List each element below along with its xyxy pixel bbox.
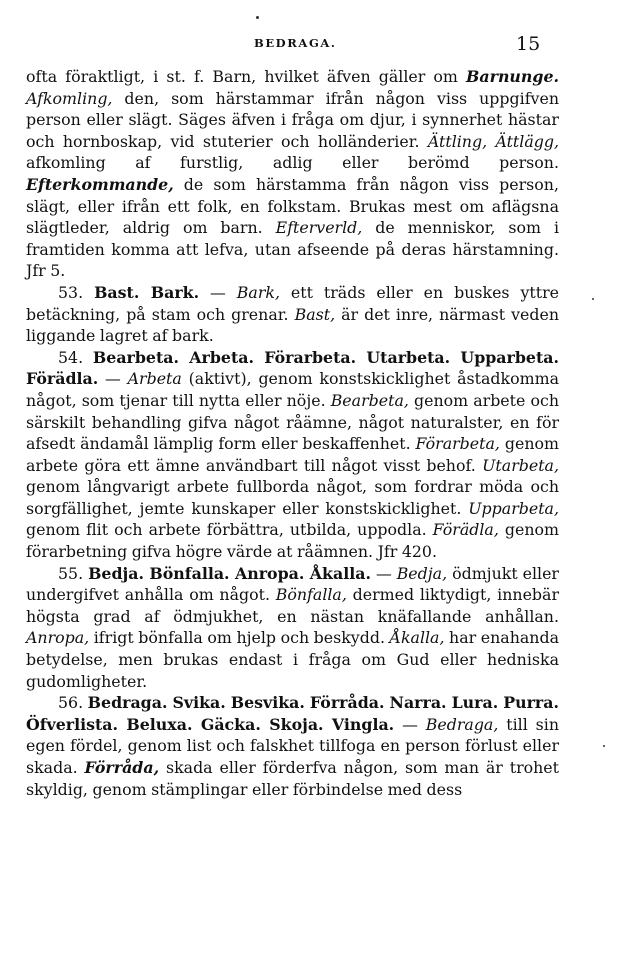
text-run: de menniskor, som i framtiden komma att lefva, utan afseende på deras härstamning. Jfr 5. bbox=[26, 218, 560, 281]
text-run: genom långvarigt arbete fullborda något, som fordrar möda och sorgfällighet, jemte kunskaper eller konstskicklighet. bbox=[26, 477, 559, 518]
emphasis-run: Utarbeta, bbox=[482, 455, 559, 475]
text-run: — bbox=[370, 563, 397, 583]
text-run: 54. bbox=[58, 347, 93, 367]
print-speck bbox=[603, 745, 605, 747]
emphasis-run: Bedraga, bbox=[425, 714, 499, 734]
page-number: 15 bbox=[516, 33, 541, 55]
emphasis-run: Barnunge. bbox=[466, 67, 559, 86]
text-run: ifrigt bönfalla om hjelp och beskydd. bbox=[89, 628, 390, 648]
text-run: — bbox=[199, 282, 237, 302]
text-run: den, som härstammar ifrån någon viss uppgifven person eller slägt. Säges äfven i fråga om djur, i synnerhet hästar och hornboskap, vid stuterier och holländerier. bbox=[26, 88, 559, 151]
text-run: 55. bbox=[58, 563, 89, 583]
emphasis-run: Upparbeta, bbox=[468, 498, 559, 518]
text-run: skada eller förderfva någon, som man är trohet skyldig, genom stämplingar eller förbindelse med dess bbox=[26, 758, 560, 799]
emphasis-run: Bearbeta, bbox=[330, 390, 409, 410]
emphasis-run: Förråda, bbox=[84, 758, 160, 777]
text-run: (aktivt), genom konstskicklighet åstadkomma något, som tjenar till nytta eller nöje. bbox=[26, 369, 559, 410]
emphasis-run: Anropa, bbox=[26, 628, 90, 648]
text-run: 53. bbox=[58, 282, 95, 302]
print-speck bbox=[256, 16, 259, 19]
text-run: är det inre, närmast veden liggande lagret af bark. bbox=[26, 304, 559, 346]
text-run: ödmjukt eller undergifvet anhålla om något. bbox=[26, 563, 559, 605]
headword-run: Bedja. Bönfalla. Anropa. Åkalla. bbox=[88, 563, 371, 583]
paragraph-entry-55 bbox=[26, 563, 559, 693]
text-run: ett träds eller en buskes yttre betäckning, på stam och grenar. bbox=[26, 282, 559, 324]
paragraph-entry-52-continued bbox=[26, 66, 559, 282]
headword-run: Bast. Bark. bbox=[94, 282, 200, 302]
headword-run: Bedraga. Svika. Besvika. Förråda. Narra. Lura. Purra. Öfverlista. Beluxa. Gäcka. Skoja. Vingla. bbox=[26, 693, 559, 734]
emphasis-run: Förarbeta, bbox=[415, 434, 500, 454]
text-column bbox=[26, 66, 559, 800]
text-run: genom förarbetning gifva högre värde at råämnen. Jfr 420. bbox=[26, 520, 559, 562]
emphasis-run: Efterkommande, bbox=[26, 174, 174, 194]
text-run: genom flit och arbete förbättra, utbilda, uppodla. bbox=[26, 520, 433, 540]
text-run: — bbox=[98, 369, 128, 389]
headword-run: Bearbeta. Arbeta. Förarbeta. Utarbeta. Upparbeta. Förädla. bbox=[26, 347, 559, 389]
emphasis-run: Bedja, bbox=[396, 563, 448, 583]
emphasis-run: Bast, bbox=[294, 304, 336, 324]
text-run: till sin egen fördel, genom list och falskhet tillfoga en person förlust eller skada. bbox=[26, 714, 560, 777]
emphasis-run: Bönfalla, bbox=[275, 585, 347, 605]
text-run: genom arbete och särskilt behandling gifva något råämne, något naturalster, en för afsedt ändamål lämplig form eller beskaffenhet. bbox=[26, 390, 559, 454]
text-run: 56. bbox=[58, 693, 88, 713]
emphasis-run: Bark, bbox=[236, 282, 280, 302]
text-run: har enahanda betydelse, men brukas endast i fråga om Gud eller hedniska gudomligheter. bbox=[26, 628, 559, 691]
paragraph-entry-53 bbox=[26, 282, 559, 347]
text-run: — bbox=[394, 714, 426, 734]
text-run: genom arbete göra ett ämne användbart till något visst behof. bbox=[26, 434, 559, 475]
text-run: ofta föraktligt, i st. f. Barn, hvilket äfven gäller om bbox=[26, 67, 467, 86]
emphasis-run: Åkalla, bbox=[389, 628, 445, 648]
text-run: dermed liktydigt, innebär högsta grad af ödmjukhet, en nästan knäfallande anhållan. bbox=[26, 585, 559, 626]
emphasis-run: Förädla, bbox=[432, 520, 499, 540]
text-run: afkomling af furstlig, adlig eller berömd person. bbox=[26, 153, 559, 173]
emphasis-run: Efterverld, bbox=[275, 218, 363, 238]
emphasis-run: Afkomling, bbox=[26, 88, 113, 108]
paragraph-entry-54 bbox=[26, 347, 559, 563]
emphasis-run: Arbeta bbox=[127, 369, 182, 389]
running-head-title: BEDRAGA. bbox=[254, 36, 337, 50]
text-run: de som härstamma från någon viss person, slägt, eller ifrån ett folk, en folkstam. Brukas mest om aflägsna slägtleder, aldrig om barn. bbox=[26, 174, 559, 238]
print-speck bbox=[592, 298, 594, 300]
paragraph-entry-56 bbox=[26, 692, 559, 800]
emphasis-run: Ättling, Ättlägg, bbox=[427, 131, 559, 151]
